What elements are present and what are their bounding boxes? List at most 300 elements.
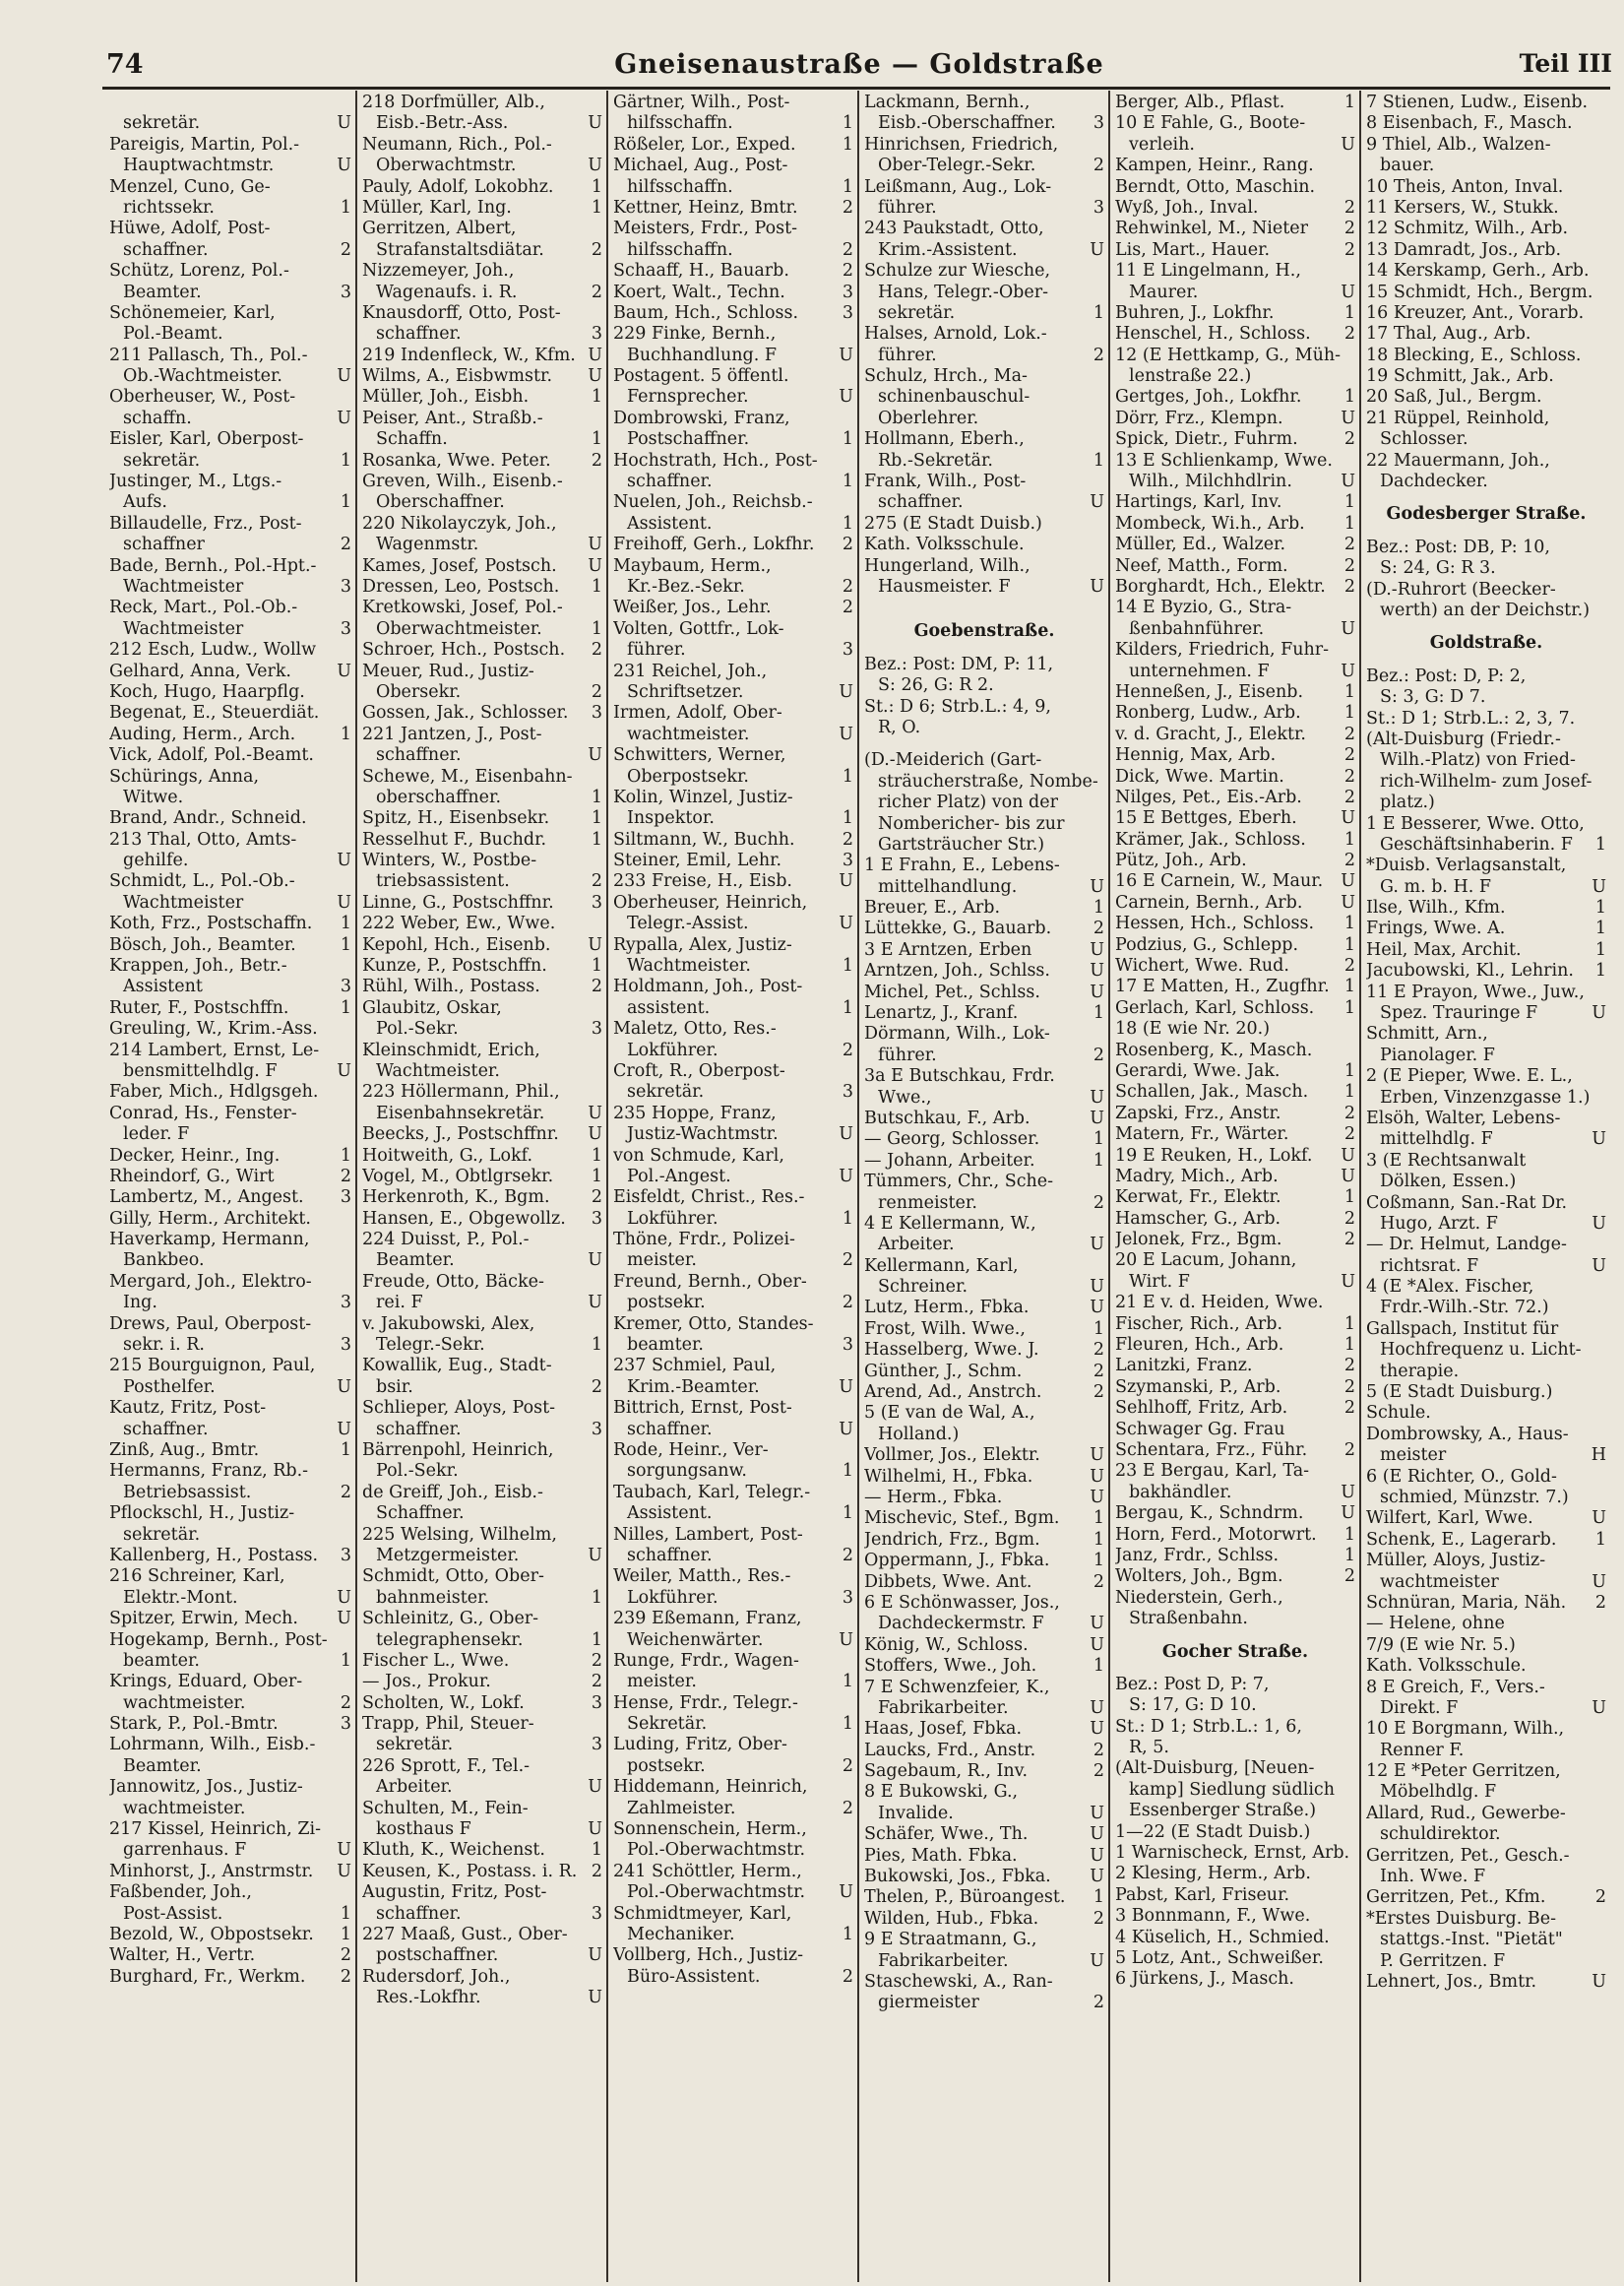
entry-marker: 1 — [591, 1335, 602, 1356]
directory-entry — [362, 1314, 602, 1335]
directory-entry — [1366, 601, 1606, 621]
entry-text: 218 Dorfmüller, Alb., — [362, 93, 545, 112]
entry-text: Krim.-Beamter. — [627, 1376, 760, 1397]
entry-marker: 2 — [1093, 1192, 1104, 1213]
entry-text: Geschäftsinhaberin. F — [1380, 834, 1573, 855]
entry-marker: 1 — [591, 787, 602, 807]
entry-text: Dachdecker. — [1380, 472, 1488, 492]
entry-text: Schulze zur Wiesche, — [864, 261, 1051, 282]
entry-marker: 3 — [842, 640, 853, 661]
directory-entry — [613, 1503, 853, 1524]
directory-entry — [109, 1525, 351, 1546]
entry-marker: 1 — [591, 1840, 602, 1861]
entry-text: Elektr.-Mont. — [123, 1587, 238, 1608]
directory-entry — [109, 1672, 351, 1692]
entry-text: Dachdeckermstr. F — [878, 1614, 1044, 1634]
directory-entry — [864, 577, 1104, 598]
directory-entry — [362, 514, 602, 535]
directory-entry — [1366, 1508, 1606, 1529]
directory-entry — [362, 219, 602, 239]
directory-entry — [613, 451, 853, 472]
street-heading — [1366, 504, 1606, 525]
directory-entry — [613, 788, 853, 808]
directory-entry — [1115, 346, 1355, 366]
directory-entry — [864, 877, 1104, 898]
entry-text: 18 (E wie Nr. 20.) — [1115, 1019, 1271, 1040]
entry-marker: 2 — [1093, 156, 1104, 176]
directory-entry — [1115, 1019, 1355, 1040]
entry-text: 211 Pallasch, Th., Pol.- — [109, 345, 308, 365]
directory-entry — [362, 1756, 602, 1777]
directory-entry — [109, 1187, 351, 1208]
entry-text: 11 E Lingelmann, H., — [1115, 261, 1301, 282]
entry-text: führer. — [878, 197, 937, 218]
directory-entry — [1115, 451, 1355, 472]
directory-entry — [1366, 835, 1606, 856]
directory-entry — [1366, 1698, 1606, 1719]
entry-marker: 3 — [591, 1208, 602, 1229]
spacer — [1366, 621, 1606, 633]
entry-text: Frings, Wwe. A. — [1366, 919, 1506, 939]
directory-entry — [109, 472, 351, 492]
entry-text: Michel, Pet., Schlss. — [864, 982, 1040, 1002]
directory-entry — [1115, 1420, 1355, 1440]
directory-entry — [109, 935, 351, 956]
entry-marker: 2 — [1594, 1592, 1606, 1613]
entry-text: Lis, Mart., Hauer. — [1115, 239, 1271, 260]
entry-text: Dörr, Frz., Klempn. — [1115, 408, 1283, 428]
entry-marker: 3 — [842, 1587, 853, 1608]
entry-text: *Duisb. Verlagsanstalt, — [1366, 856, 1567, 876]
directory-entry — [362, 113, 602, 134]
directory-entry — [1366, 346, 1606, 366]
entry-marker: 1 — [842, 1714, 853, 1735]
entry-text: wachtmeister — [1380, 1571, 1499, 1592]
directory-entry — [1366, 772, 1606, 793]
directory-entry — [1366, 240, 1606, 261]
entry-marker: U — [1090, 1108, 1104, 1128]
entry-text: Telegr.-Sekr. — [376, 1335, 485, 1356]
directory-entry — [864, 1066, 1104, 1087]
entry-text: Rosanka, Wwe. Peter. — [362, 450, 551, 471]
directory-entry — [362, 1230, 602, 1250]
directory-entry — [864, 113, 1104, 134]
entry-text: bakhändler. — [1129, 1482, 1232, 1502]
entry-text: Weiler, Matth., Res.- — [613, 1566, 791, 1587]
part-label: Teil III — [1519, 49, 1612, 78]
entry-marker: 3 — [842, 302, 853, 323]
directory-entry — [362, 1819, 602, 1840]
entry-text: Berger, Alb., Pflast. — [1115, 93, 1285, 112]
entry-text: 5 (E van de Wal, A., — [864, 1403, 1035, 1424]
directory-entry — [613, 156, 853, 176]
entry-text: rich-Wilhelm- zum Josef- — [1380, 771, 1593, 792]
entry-text: Freihoff, Gerh., Lokfhr. — [613, 535, 815, 555]
entry-marker: 1 — [591, 1166, 602, 1186]
directory-entry — [109, 1250, 351, 1271]
directory-entry — [1115, 1969, 1355, 1990]
entry-marker: 1 — [1093, 1003, 1104, 1024]
directory-entry — [864, 535, 1104, 555]
directory-entry — [362, 1146, 602, 1167]
entry-text: Eisb.-Oberschaffner. — [878, 113, 1056, 134]
directory-entry — [362, 914, 602, 934]
directory-entry — [864, 1445, 1104, 1466]
entry-marker: U — [1090, 1614, 1104, 1634]
entry-text: Knausdorff, Otto, Post- — [362, 302, 561, 323]
entry-marker: 1 — [591, 1587, 602, 1608]
entry-text: Wilfert, Karl, Wwe. — [1366, 1508, 1533, 1529]
directory-entry — [613, 135, 853, 156]
entry-text: Post-Assist. — [123, 1903, 223, 1924]
street-heading-text: Goebenstraße. — [913, 621, 1055, 642]
entry-text: Dombrowski, Franz, — [613, 408, 790, 428]
entry-text: R, O. — [878, 717, 921, 737]
directory-entry — [1115, 556, 1355, 577]
entry-text: triebsassistent. — [376, 871, 510, 892]
entry-text: St.: D 1; Strb.L.: 2, 3, 7. — [1366, 708, 1576, 729]
entry-marker: U — [1090, 939, 1104, 960]
directory-entry — [1366, 156, 1606, 176]
entry-marker: U — [839, 387, 853, 408]
entry-marker: U — [1592, 1213, 1606, 1234]
directory-entry — [613, 935, 853, 956]
entry-marker: 1 — [591, 576, 602, 597]
directory-entry — [1115, 429, 1355, 450]
entry-text: Croft, R., Oberpost- — [613, 1060, 785, 1081]
entry-text: (D.-Ruhrort (Beecker- — [1366, 579, 1556, 600]
directory-entry — [613, 1209, 853, 1230]
directory-entry — [864, 1129, 1104, 1150]
directory-entry — [109, 535, 351, 555]
entry-text: Aufs. — [123, 492, 167, 513]
directory-entry — [1115, 1272, 1355, 1293]
entry-text: schaffn. — [123, 408, 192, 428]
entry-marker: 1 — [842, 808, 853, 829]
entry-marker: 3 — [340, 1714, 351, 1735]
entry-marker: 2 — [591, 640, 602, 661]
entry-text: Horn, Ferd., Motorwrt. — [1115, 1524, 1317, 1545]
directory-entry — [613, 1714, 853, 1735]
directory-entry — [362, 640, 602, 661]
entry-marker: U — [1592, 1508, 1606, 1529]
directory-entry — [362, 261, 602, 282]
entry-text: Wwe., — [878, 1087, 932, 1108]
directory-entry — [1115, 1948, 1355, 1969]
entry-text: sekretär. — [627, 1082, 705, 1103]
directory-entry — [1366, 898, 1606, 919]
entry-text: 7/9 (E wie Nr. 5.) — [1366, 1634, 1516, 1655]
directory-entry — [864, 261, 1104, 282]
directory-entry — [109, 1461, 351, 1482]
directory-entry — [109, 725, 351, 745]
entry-text: Dick, Wwe. Martin. — [1115, 766, 1284, 787]
entry-marker: 2 — [842, 1966, 853, 1987]
entry-text: Res.-Lokfhr. — [376, 1988, 481, 2008]
entry-text: führer. — [627, 640, 686, 661]
directory-entry — [109, 788, 351, 808]
column-4 — [857, 91, 1108, 2282]
entry-text: richer Platz) von der — [878, 793, 1058, 813]
entry-marker: 1 — [340, 492, 351, 513]
entry-text: Wilh.-Platz) von Fried- — [1380, 750, 1576, 771]
directory-entry — [1366, 1972, 1606, 1993]
directory-entry — [1115, 1780, 1355, 1801]
directory-entry — [362, 1124, 602, 1145]
directory-entry — [362, 1440, 602, 1461]
entry-text: Bittrich, Ernst, Post- — [613, 1398, 792, 1419]
entry-marker: 2 — [591, 450, 602, 471]
directory-entry — [1115, 1167, 1355, 1187]
directory-entry — [1366, 387, 1606, 408]
entry-text: Schenk, E., Lagerarb. — [1366, 1529, 1557, 1550]
entry-text: S: 17, G: D 10. — [1129, 1695, 1257, 1716]
entry-text: 241 Schöttler, Herm., — [613, 1861, 802, 1881]
directory-entry — [613, 977, 853, 997]
directory-entry — [362, 1461, 602, 1482]
entry-text: Kettner, Heinz, Bmtr. — [613, 197, 798, 218]
entry-text: Assistent. — [627, 513, 713, 534]
directory-entry — [362, 851, 602, 871]
directory-entry — [362, 492, 602, 513]
entry-text: Fischer, Rich., Arb. — [1115, 1313, 1283, 1334]
directory-entry — [1366, 1951, 1606, 1972]
directory-entry — [1115, 156, 1355, 176]
entry-marker: U — [1090, 1488, 1104, 1507]
entry-marker: U — [1341, 892, 1355, 913]
entry-text: Hüwe, Adolf, Post- — [109, 219, 271, 239]
entry-marker: 2 — [591, 871, 602, 892]
entry-marker: U — [839, 345, 853, 365]
entry-text: 16 Kreuzer, Ant., Vorarb. — [1366, 302, 1585, 323]
directory-entry — [362, 1546, 602, 1566]
entry-text: 6 Jürkens, J., Masch. — [1115, 1969, 1294, 1990]
entry-marker: U — [1341, 1145, 1355, 1166]
entry-text: Justiz-Wachtmstr. — [627, 1124, 779, 1145]
entry-marker: 2 — [340, 535, 351, 555]
entry-marker: 3 — [340, 1335, 351, 1356]
entry-text: Arntzen, Joh., Schlss. — [864, 961, 1050, 982]
entry-text: postschaffner. — [376, 1945, 499, 1966]
directory-entry — [613, 1146, 853, 1167]
directory-entry — [109, 1693, 351, 1714]
entry-text: Freude, Otto, Bäcke- — [362, 1271, 544, 1292]
entry-text: (Alt-Duisburg, [Neuen- — [1115, 1758, 1315, 1779]
directory-entry — [1366, 1467, 1606, 1488]
directory-entry — [613, 1566, 853, 1587]
entry-text: 4 (E *Alex. Fischer, — [1366, 1277, 1534, 1298]
directory-entry — [109, 1041, 351, 1061]
directory-entry — [613, 387, 853, 408]
directory-entry — [1366, 1277, 1606, 1298]
directory-entry — [613, 1651, 853, 1672]
spacer — [1115, 1663, 1355, 1675]
entry-text: Hiddemann, Heinrich, — [613, 1777, 808, 1798]
entry-text: 2 (E Pieper, Wwe. E. L., — [1366, 1066, 1573, 1087]
directory-entry — [613, 283, 853, 303]
entry-marker: 1 — [591, 387, 602, 408]
directory-entry — [613, 1420, 853, 1440]
directory-entry — [362, 577, 602, 598]
entry-text: Runge, Frdr., Wagen- — [613, 1650, 799, 1671]
spacer — [1366, 492, 1606, 504]
entry-marker: U — [1341, 618, 1355, 639]
entry-text: rei. F — [376, 1293, 423, 1313]
entry-text: Eisb.-Betr.-Ass. — [376, 113, 509, 134]
directory-entry — [864, 1298, 1104, 1318]
entry-text: P. Gerritzen. F — [1380, 1950, 1506, 1971]
entry-text: Schallen, Jak., Masch. — [1115, 1082, 1309, 1103]
directory-entry — [1366, 1298, 1606, 1318]
entry-text: Lanitzki, Franz. — [1115, 1356, 1253, 1376]
directory-entry — [1366, 1340, 1606, 1361]
entry-marker: 2 — [591, 1861, 602, 1881]
entry-text: verleih. — [1129, 134, 1195, 155]
directory-entry — [613, 1187, 853, 1208]
directory-entry — [109, 240, 351, 261]
directory-entry — [362, 808, 602, 829]
entry-marker: U — [1341, 808, 1355, 829]
entry-text: hilfsschaffn. — [627, 239, 733, 260]
entry-marker: 2 — [1343, 197, 1355, 218]
directory-entry — [613, 1167, 853, 1187]
entry-marker: U — [1592, 1571, 1606, 1592]
entry-marker: 2 — [1343, 429, 1355, 450]
entry-text: schaffner. — [627, 1545, 713, 1565]
entry-text: Krappen, Joh., Betr.- — [109, 956, 287, 977]
entry-text: garrenhaus. F — [123, 1840, 247, 1861]
directory-entry — [864, 472, 1104, 492]
entry-marker: U — [1090, 239, 1104, 260]
directory-entry — [109, 1377, 351, 1398]
directory-entry — [613, 1735, 853, 1755]
entry-marker: 1 — [591, 618, 602, 639]
entry-text: Kr.-Bez.-Sekr. — [627, 576, 745, 597]
entry-text: Rudersdorf, Joh., — [362, 1966, 511, 1987]
directory-entry — [1115, 619, 1355, 640]
directory-entry — [613, 409, 853, 429]
directory-entry — [109, 283, 351, 303]
entry-text: 7 E Schwenzfeier, K., — [864, 1677, 1050, 1697]
entry-marker: U — [1592, 1697, 1606, 1718]
directory-entry — [864, 1993, 1104, 2013]
entry-text: Spick, Dietr., Fuhrm. — [1115, 429, 1298, 450]
directory-entry — [362, 1735, 602, 1755]
directory-entry — [1115, 1675, 1355, 1695]
directory-entry — [109, 366, 351, 387]
entry-marker: 1 — [1343, 681, 1355, 702]
entry-text: 10 E Borgmann, Wilh., — [1366, 1719, 1565, 1740]
directory-entry — [613, 1461, 853, 1482]
directory-entry — [613, 240, 853, 261]
entry-text: Hennig, Max, Arb. — [1115, 745, 1277, 766]
entry-marker: 1 — [1594, 961, 1606, 982]
entry-marker: U — [588, 1819, 602, 1840]
directory-entry — [613, 366, 853, 387]
directory-entry — [1115, 1146, 1355, 1167]
directory-entry — [109, 135, 351, 156]
directory-entry — [1366, 1678, 1606, 1698]
entry-text: ßenbahnführer. — [1129, 618, 1265, 639]
entry-text: renmeister. — [878, 1192, 977, 1213]
entry-text: Glaubitz, Oskar, — [362, 997, 502, 1018]
entry-marker: U — [1090, 1087, 1104, 1108]
directory-entry — [109, 977, 351, 997]
entry-text: 21 Rüppel, Reinhold, — [1366, 408, 1550, 428]
directory-entry — [362, 366, 602, 387]
entry-text: Schule. — [1366, 1403, 1431, 1424]
entry-marker: U — [839, 871, 853, 892]
entry-text: Oberschaffner. — [376, 492, 505, 513]
entry-text: Neumann, Rich., Pol.- — [362, 134, 552, 155]
directory-entry — [362, 1272, 602, 1293]
entry-marker: U — [1090, 1845, 1104, 1866]
directory-entry — [1115, 998, 1355, 1019]
entry-text: 231 Reichel, Joh., — [613, 661, 768, 681]
entry-text: Podzius, G., Schlepp. — [1115, 934, 1299, 955]
entry-text: 11 E Prayon, Wwe., Juw., — [1366, 982, 1585, 1002]
entry-text: Hochstrath, Hch., Post- — [613, 450, 818, 471]
entry-marker: 2 — [591, 681, 602, 702]
directory-entry — [362, 1672, 602, 1692]
directory-entry — [362, 703, 602, 724]
entry-marker: U — [1592, 1129, 1606, 1150]
directory-entry — [864, 409, 1104, 429]
directory-entry — [1115, 1104, 1355, 1124]
entry-text: Hamscher, G., Arb. — [1115, 1208, 1281, 1229]
entry-marker: 3 — [340, 576, 351, 597]
directory-entry — [613, 1335, 853, 1356]
entry-text: 18 Blecking, E., Schloss. — [1366, 345, 1582, 365]
directory-entry — [1366, 1319, 1606, 1340]
entry-text: mittelhdlg. F — [1380, 1129, 1493, 1150]
entry-text: Sekretär. — [627, 1714, 708, 1735]
entry-text: Thöne, Frdr., Polizei- — [613, 1230, 795, 1250]
entry-marker: 2 — [1093, 919, 1104, 939]
directory-entry — [1366, 814, 1606, 835]
entry-marker: U — [588, 535, 602, 555]
directory-entry — [362, 1041, 602, 1061]
directory-entry — [613, 1019, 853, 1040]
directory-entry — [1115, 1566, 1355, 1587]
directory-entry — [864, 1024, 1104, 1045]
directory-entry — [613, 619, 853, 640]
entry-marker: 2 — [1343, 535, 1355, 555]
entry-text: Wilms, A., Eisbwmstr. — [362, 366, 553, 387]
entry-text: 216 Schreiner, Karl, — [109, 1566, 285, 1587]
directory-entry — [1366, 1129, 1606, 1150]
entry-marker: 1 — [1343, 914, 1355, 934]
entry-marker: U — [1090, 876, 1104, 897]
entry-text: Telegr.-Assist. — [627, 914, 749, 934]
directory-entry — [109, 808, 351, 829]
entry-marker: 2 — [842, 535, 853, 555]
column-1 — [104, 91, 355, 2282]
directory-entry — [1366, 429, 1606, 450]
directory-entry — [1115, 1440, 1355, 1461]
directory-entry — [864, 346, 1104, 366]
entry-marker: 1 — [1343, 1082, 1355, 1103]
entry-text: 5 Lotz, Ant., Schweißer. — [1115, 1947, 1324, 1968]
entry-text: Gerardi, Wwe. Jak. — [1115, 1060, 1280, 1081]
entry-text: 223 Höllermann, Phil., — [362, 1082, 560, 1103]
entry-text: 14 E Byzio, G., Stra- — [1115, 598, 1292, 618]
directory-entry — [362, 1398, 602, 1419]
directory-entry — [613, 1967, 853, 1988]
directory-entry — [1366, 877, 1606, 898]
entry-marker: U — [1090, 1466, 1104, 1487]
entry-marker: U — [337, 1376, 351, 1397]
